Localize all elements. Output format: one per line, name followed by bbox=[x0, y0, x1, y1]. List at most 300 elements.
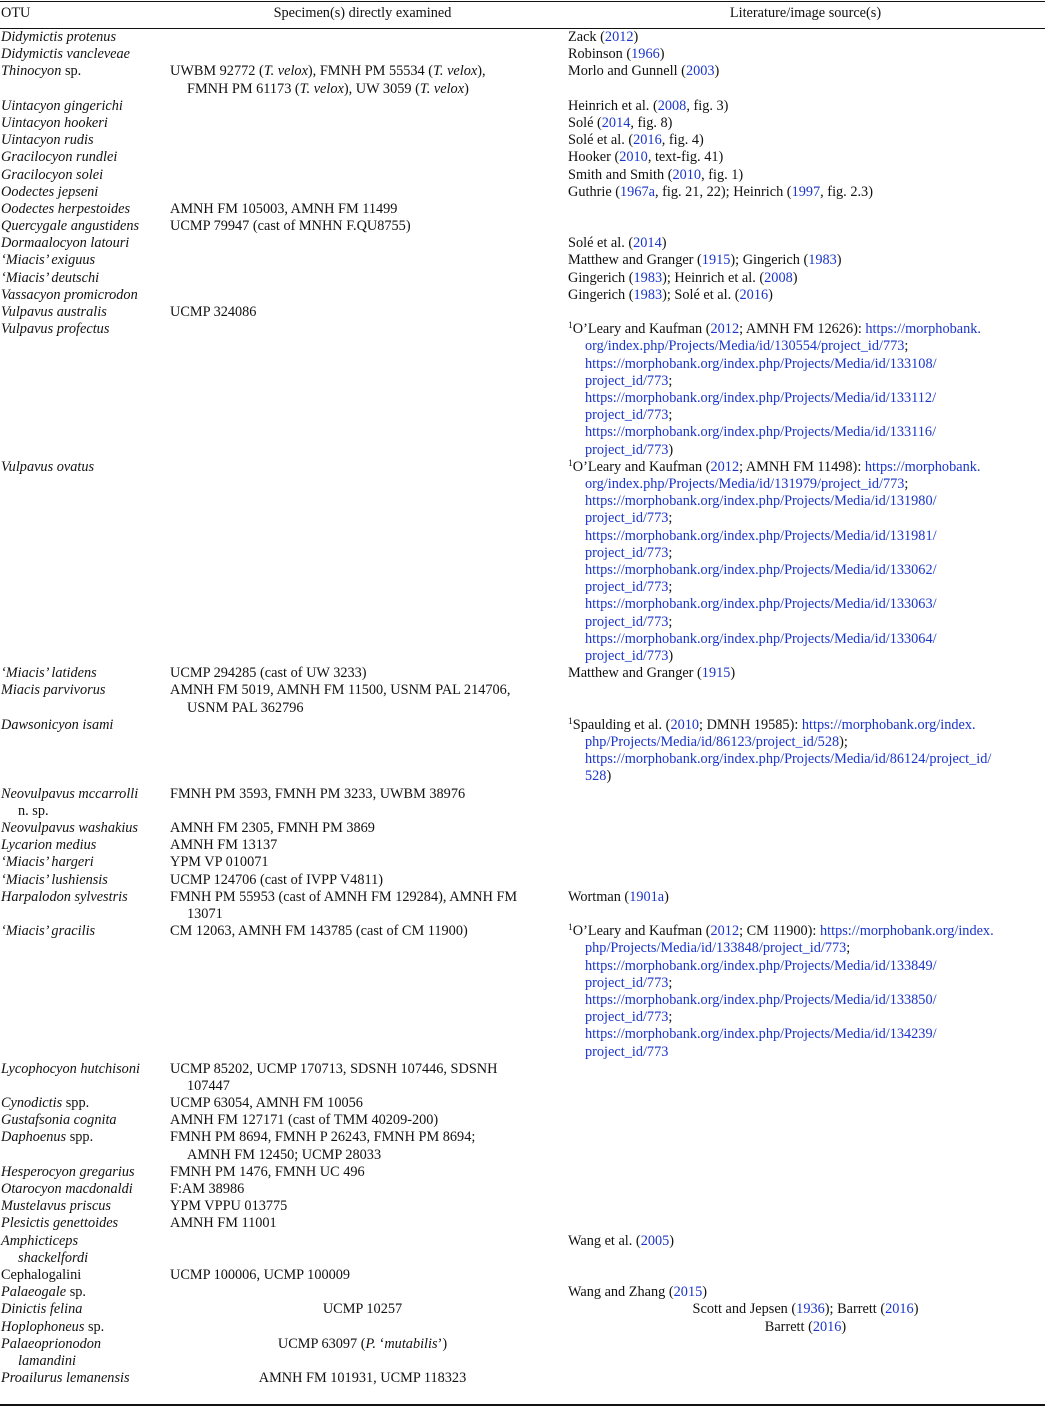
cell-line bbox=[568, 442, 1045, 459]
cell-line bbox=[170, 700, 562, 717]
otu-name bbox=[1, 1233, 169, 1267]
cell-line bbox=[568, 958, 1045, 975]
literature-cell bbox=[568, 115, 1045, 132]
species-name: mutabilis bbox=[384, 1335, 438, 1352]
cell-line bbox=[568, 510, 1045, 527]
otu-line: ‘Miacis’ hargeri bbox=[1, 854, 94, 871]
reference-link[interactable]: project_id/773 bbox=[585, 441, 669, 458]
otu-name bbox=[1, 321, 169, 338]
cell-line bbox=[170, 1095, 562, 1112]
reference-link[interactable]: 2003 bbox=[685, 63, 715, 80]
rank-part: sp. bbox=[69, 1284, 86, 1301]
otu-name bbox=[1, 1336, 169, 1370]
reference-link[interactable]: https://morphobank.org/index.php/Projects/Media/id/131980/ bbox=[585, 493, 937, 510]
table-row bbox=[0, 252, 1045, 269]
literature-cell bbox=[568, 1284, 1045, 1301]
otu-name bbox=[1, 149, 169, 166]
otu-line: Gracilocyon rundlei bbox=[1, 149, 118, 166]
literature-cell bbox=[568, 235, 1045, 252]
reference-link[interactable]: 2008 bbox=[657, 97, 687, 114]
specimens-cell bbox=[170, 682, 562, 716]
text-run: ) bbox=[661, 235, 667, 252]
cell-line bbox=[568, 424, 1045, 441]
text-run: ; bbox=[668, 579, 673, 596]
specimens-cell bbox=[170, 837, 562, 854]
table-row bbox=[0, 872, 1045, 889]
reference-link[interactable]: 2010 bbox=[670, 716, 700, 733]
genus-part: Daphoenus bbox=[1, 1129, 70, 1146]
reference-link[interactable]: https://morphobank.org/index.php/Projects/Media/id/86124/project_id/ bbox=[585, 751, 992, 768]
table-row bbox=[0, 820, 1045, 837]
otu-name bbox=[1, 682, 169, 699]
genus-part: Hoplophoneus bbox=[1, 1318, 88, 1335]
cell-line bbox=[170, 820, 562, 837]
table-row bbox=[0, 717, 1045, 786]
cell-line bbox=[568, 923, 1045, 940]
literature-cell bbox=[568, 46, 1045, 63]
reference-link[interactable]: org/index.php/Projects/Media/id/131979/project_id/773 bbox=[585, 476, 905, 492]
otu-name bbox=[1, 854, 169, 871]
bottom-rule bbox=[0, 1404, 1045, 1406]
reference-link[interactable]: https://morphobank.org/index.php/Projects/Media/id/133850/ bbox=[585, 991, 937, 1008]
reference-link[interactable]: 2016 bbox=[633, 132, 662, 149]
text-run: , fig. 4) bbox=[661, 132, 704, 149]
otu-line: Oodectes jepseni bbox=[1, 183, 99, 200]
specimens-cell bbox=[170, 1267, 562, 1284]
otu-name bbox=[1, 1267, 169, 1284]
specimens-cell bbox=[170, 1164, 562, 1181]
reference-link[interactable]: project_id/773 bbox=[585, 372, 669, 389]
reference-link[interactable]: https://morphobank.org/index. bbox=[819, 923, 994, 940]
text-run: UCMP 63054, AMNH FM 10056 bbox=[170, 1095, 363, 1112]
literature-cell bbox=[568, 167, 1045, 184]
table-row bbox=[0, 132, 1045, 149]
text-run: Wortman ( bbox=[568, 888, 630, 905]
cell-line bbox=[170, 1301, 555, 1318]
reference-link[interactable]: 2016 bbox=[885, 1301, 914, 1318]
cell-line bbox=[568, 1233, 1045, 1250]
reference-link[interactable]: 1997 bbox=[791, 183, 821, 200]
cell-line bbox=[568, 648, 1045, 665]
otu-name bbox=[1, 1284, 169, 1301]
cell-line bbox=[568, 321, 1045, 338]
table-row bbox=[0, 149, 1045, 166]
otu-name bbox=[1, 1215, 169, 1232]
cell-line bbox=[568, 252, 1045, 269]
table-row bbox=[0, 1301, 1045, 1318]
text-run: ; bbox=[668, 407, 673, 424]
otu-line bbox=[1, 1129, 169, 1146]
footnote-marker: 1 bbox=[568, 321, 573, 332]
otu-name bbox=[1, 115, 169, 132]
reference-link[interactable]: 2008 bbox=[764, 269, 793, 286]
otu-line: Uintacyon rudis bbox=[1, 132, 94, 149]
text-run: 13071 bbox=[187, 905, 223, 922]
specimens-cell bbox=[170, 1181, 562, 1198]
cell-line bbox=[568, 717, 1045, 734]
cell-line bbox=[170, 1112, 562, 1129]
text-run: Smith and Smith ( bbox=[568, 166, 673, 183]
cell-line bbox=[170, 1147, 562, 1164]
reference-link[interactable]: 2012 bbox=[604, 29, 634, 45]
table-row bbox=[0, 287, 1045, 304]
text-run: ) bbox=[668, 441, 674, 458]
cell-line bbox=[568, 184, 1045, 201]
otu-line: Otarocyon macdonaldi bbox=[1, 1181, 133, 1198]
reference-link[interactable]: 2016 bbox=[812, 1318, 842, 1335]
specimens-cell bbox=[170, 1370, 555, 1387]
reference-link[interactable]: 1983 bbox=[633, 286, 663, 303]
text-run: Robinson ( bbox=[568, 46, 632, 63]
reference-link[interactable]: 1983 bbox=[633, 269, 663, 286]
text-run: ; bbox=[668, 372, 673, 389]
cell-line bbox=[170, 854, 562, 871]
reference-link[interactable]: https://morphobank.org/index.php/Projects/Media/id/133112/ bbox=[585, 390, 937, 407]
table-row bbox=[0, 1198, 1045, 1215]
text-run: Heinrich et al. ( bbox=[568, 97, 658, 114]
text-run: UCMP 294285 (cast of UW 3233) bbox=[170, 665, 367, 682]
otu-line: Uintacyon gingerichi bbox=[1, 97, 123, 114]
footnote-marker: 1 bbox=[568, 458, 573, 469]
cell-line bbox=[170, 1164, 562, 1181]
table-row bbox=[0, 459, 1045, 665]
otu-line: Neovulpavus washakius bbox=[1, 819, 139, 836]
reference-link[interactable]: project_id/773 bbox=[585, 407, 669, 424]
reference-link[interactable]: 1983 bbox=[808, 252, 837, 269]
cell-line bbox=[170, 63, 562, 80]
header-specimens: Specimen(s) directly examined bbox=[273, 5, 452, 21]
otu-name bbox=[1, 252, 169, 269]
cell-line bbox=[568, 1284, 1045, 1301]
reference-link[interactable]: 2016 bbox=[739, 286, 769, 303]
text-run: AMNH FM 101931, UCMP 118323 bbox=[258, 1370, 467, 1387]
cell-line bbox=[170, 786, 562, 803]
otu-name bbox=[1, 1319, 169, 1336]
otu-line: Harpalodon sylvestris bbox=[1, 888, 128, 905]
table-row bbox=[0, 1164, 1045, 1181]
reference-link[interactable]: 2012 bbox=[710, 321, 740, 338]
cell-line bbox=[568, 631, 1045, 648]
reference-link[interactable]: 2005 bbox=[640, 1232, 670, 1249]
cell-line bbox=[170, 1181, 562, 1198]
table-row bbox=[0, 1284, 1045, 1301]
cell-line bbox=[568, 476, 1045, 493]
text-run: ) bbox=[768, 286, 773, 303]
text-run: Solé ( bbox=[568, 114, 602, 131]
cell-line bbox=[568, 63, 1045, 80]
text-run: UWBM 92772 ( bbox=[170, 63, 264, 80]
text-run: ) bbox=[714, 63, 720, 80]
cell-line bbox=[568, 889, 1045, 906]
reference-link[interactable]: 1915 bbox=[701, 252, 731, 269]
otu-name bbox=[1, 201, 169, 218]
literature-cell bbox=[568, 459, 1045, 665]
text-run: AMNH FM 2305, FMNH PM 3869 bbox=[170, 819, 375, 836]
otu-name bbox=[1, 29, 169, 46]
reference-link[interactable]: https://morphobank.org/index. bbox=[801, 716, 976, 733]
specimens-cell bbox=[170, 872, 562, 889]
text-run: ); Gingerich ( bbox=[730, 252, 809, 269]
cell-line bbox=[568, 149, 1045, 166]
specimens-cell bbox=[170, 665, 562, 682]
text-run: Solé et al. ( bbox=[568, 132, 634, 149]
text-run: ) bbox=[633, 29, 639, 45]
specimens-cell bbox=[170, 1129, 562, 1163]
text-run: ; bbox=[668, 974, 673, 991]
reference-link[interactable]: project_id/773 bbox=[585, 974, 669, 991]
text-run: ; bbox=[668, 544, 673, 561]
footnote-marker: 1 bbox=[568, 716, 573, 727]
table-row bbox=[0, 270, 1045, 287]
otu-line bbox=[1, 1284, 169, 1301]
otu-line: Vulpavus ovatus bbox=[1, 458, 95, 475]
text-run: Morlo and Gunnell ( bbox=[568, 63, 686, 80]
literature-cell bbox=[566, 1319, 1045, 1336]
text-run: Matthew and Granger ( bbox=[568, 665, 702, 682]
reference-link[interactable]: project_id/773 bbox=[585, 648, 669, 665]
literature-cell bbox=[568, 1233, 1045, 1250]
text-run: AMNH FM 5019, AMNH FM 11500, USNM PAL 214706, bbox=[170, 682, 511, 699]
table-row bbox=[0, 218, 1045, 235]
literature-cell bbox=[568, 149, 1045, 166]
table-row bbox=[0, 682, 1045, 716]
specimens-cell bbox=[170, 889, 562, 923]
text-run: FMNH PM 1476, FMNH UC 496 bbox=[170, 1163, 365, 1180]
cell-line bbox=[568, 46, 1045, 63]
otu-line: Cephalogalini bbox=[1, 1266, 82, 1283]
text-run: Solé et al. ( bbox=[568, 235, 634, 252]
reference-link[interactable]: org/index.php/Projects/Media/id/130554/project_id/773 bbox=[585, 338, 905, 355]
literature-cell bbox=[568, 252, 1045, 269]
reference-link[interactable]: project_id/773 bbox=[585, 1043, 669, 1060]
text-run: Gingerich ( bbox=[568, 286, 634, 303]
reference-link[interactable]: https://morphobank.org/index.php/Projects/Media/id/133064/ bbox=[585, 630, 937, 647]
species-name: T. velox bbox=[263, 63, 308, 80]
reference-link[interactable]: 1967a bbox=[620, 183, 655, 200]
reference-link[interactable]: php/Projects/Media/id/133848/project_id/773 bbox=[585, 940, 847, 957]
specimens-cell bbox=[170, 1336, 555, 1353]
reference-link[interactable]: 2014 bbox=[633, 235, 662, 252]
text-run: YPM VPPU 013775 bbox=[170, 1198, 288, 1215]
otu-line: Dinictis felina bbox=[1, 1301, 83, 1318]
table-row bbox=[0, 321, 1045, 459]
otu-line: Oodectes herpestoides bbox=[1, 200, 131, 217]
reference-link[interactable]: project_id/773 bbox=[585, 1009, 669, 1026]
cell-line bbox=[568, 1026, 1045, 1043]
otu-name bbox=[1, 717, 169, 734]
literature-cell bbox=[568, 270, 1045, 287]
rank-part: sp. bbox=[87, 1318, 105, 1335]
reference-link[interactable]: 2014 bbox=[601, 114, 631, 131]
otu-line: ‘Miacis’ exiguus bbox=[1, 252, 96, 269]
table-row bbox=[0, 1061, 1045, 1095]
otu-name bbox=[1, 1095, 169, 1112]
otu-name bbox=[1, 1164, 169, 1181]
specimens-cell bbox=[170, 201, 562, 218]
literature-cell bbox=[568, 184, 1045, 201]
reference-link[interactable]: project_id/773 bbox=[585, 613, 669, 630]
otu-name bbox=[1, 786, 169, 820]
text-run: UCMP 10257 bbox=[322, 1301, 403, 1318]
text-run: FMNH PM 61173 ( bbox=[187, 80, 300, 97]
cell-line bbox=[568, 132, 1045, 149]
literature-cell bbox=[568, 287, 1045, 304]
otu-name bbox=[1, 98, 169, 115]
otu-line: Didymictis vancleveae bbox=[1, 46, 131, 63]
reference-link[interactable]: 2010 bbox=[672, 166, 702, 183]
otu-name bbox=[1, 235, 169, 252]
header-literature: Literature/image source(s) bbox=[729, 5, 882, 21]
otu-name bbox=[1, 1112, 169, 1129]
text-run: ) bbox=[836, 252, 842, 269]
otu-line: Gustafsonia cognita bbox=[1, 1112, 117, 1129]
otu-name bbox=[1, 304, 169, 321]
otu-name bbox=[1, 872, 169, 889]
reference-link[interactable]: 2012 bbox=[710, 458, 740, 475]
species-name: T. velox bbox=[299, 80, 344, 97]
table-row bbox=[0, 1233, 1045, 1267]
cell-line bbox=[170, 1215, 562, 1232]
text-run: O’Leary and Kaufman ( bbox=[572, 923, 711, 940]
cell-line bbox=[170, 81, 562, 98]
species-name: T. velox bbox=[433, 63, 478, 80]
otu-name bbox=[1, 889, 169, 906]
table-row bbox=[0, 1267, 1045, 1284]
reference-link[interactable]: 1915 bbox=[701, 665, 731, 682]
otu-line: Neovulpavus mccarrolli bbox=[1, 785, 139, 802]
reference-link[interactable]: 1966 bbox=[631, 46, 660, 63]
text-run: ; AMNH FM 11498): bbox=[739, 458, 865, 475]
cell-line bbox=[170, 1370, 555, 1387]
specimens-cell bbox=[170, 923, 562, 940]
reference-link[interactable]: https://morphobank. bbox=[864, 458, 981, 475]
cell-line bbox=[568, 768, 1045, 785]
otu-line: Mustelavus priscus bbox=[1, 1198, 111, 1215]
text-run: ‘ bbox=[376, 1335, 385, 1352]
reference-link[interactable]: 2012 bbox=[710, 923, 740, 940]
text-run: CM 12063, AMNH FM 143785 (cast of CM 11900) bbox=[170, 923, 468, 940]
literature-cell bbox=[568, 717, 1045, 786]
text-run: Guthrie ( bbox=[568, 183, 621, 200]
cell-line bbox=[568, 596, 1045, 613]
specimens-cell bbox=[170, 304, 562, 321]
cell-line bbox=[170, 1267, 562, 1284]
otu-line: ‘Miacis’ latidens bbox=[1, 665, 97, 682]
cell-line bbox=[568, 98, 1045, 115]
cell-line bbox=[568, 1009, 1045, 1026]
text-run: AMNH FM 12450; UCMP 28033 bbox=[187, 1146, 382, 1163]
text-run: ) bbox=[669, 1232, 675, 1249]
text-run: UCMP 100006, UCMP 100009 bbox=[170, 1266, 351, 1283]
top-rule bbox=[0, 1, 1045, 2]
otu-name bbox=[1, 820, 169, 837]
reference-link[interactable]: 1901a bbox=[629, 888, 665, 905]
text-run: Hooker ( bbox=[568, 149, 620, 166]
literature-cell bbox=[568, 132, 1045, 149]
cell-line bbox=[568, 493, 1045, 510]
reference-link[interactable]: 2015 bbox=[673, 1284, 703, 1301]
reference-link[interactable]: 528 bbox=[585, 768, 607, 785]
text-run: ), FMNH PM 55534 ( bbox=[307, 63, 434, 80]
genus-part: Palaeogale bbox=[1, 1284, 70, 1301]
otu-line: ‘Miacis’ lushiensis bbox=[1, 871, 108, 888]
reference-link[interactable]: https://morphobank. bbox=[865, 321, 981, 338]
otu-line: Plesictis genettoides bbox=[1, 1215, 119, 1232]
cell-line bbox=[568, 115, 1045, 132]
otu-line: Didymictis protenus bbox=[1, 29, 117, 45]
otu-name bbox=[1, 270, 169, 287]
text-run: 107447 bbox=[187, 1077, 230, 1094]
reference-link[interactable]: php/Projects/Media/id/86123/project_id/528 bbox=[585, 733, 840, 750]
reference-link[interactable]: 2010 bbox=[619, 149, 648, 166]
cell-line bbox=[568, 528, 1045, 545]
reference-link[interactable]: https://morphobank.org/index.php/Projects/Media/id/133116/ bbox=[585, 424, 937, 441]
reference-link[interactable]: https://morphobank.org/index.php/Projects/Media/id/133108/ bbox=[585, 355, 937, 372]
cell-line bbox=[568, 235, 1045, 252]
cell-line bbox=[170, 906, 562, 923]
cell-line bbox=[170, 201, 562, 218]
text-run: ; bbox=[904, 476, 909, 492]
reference-link[interactable]: project_id/773 bbox=[585, 544, 669, 561]
table-row bbox=[0, 46, 1045, 63]
reference-link[interactable]: https://morphobank.org/index.php/Projects/Media/id/133063/ bbox=[585, 596, 937, 613]
text-run: , fig. 8) bbox=[630, 114, 673, 131]
literature-cell bbox=[568, 29, 1045, 46]
text-run: ); Solé et al. ( bbox=[662, 286, 740, 303]
specimens-cell bbox=[170, 1301, 555, 1318]
cell-line bbox=[568, 29, 1045, 46]
literature-cell bbox=[568, 63, 1045, 80]
reference-link[interactable]: https://morphobank.org/index.php/Projects/Media/id/133062/ bbox=[585, 562, 937, 579]
otu-name bbox=[1, 218, 169, 235]
otu-line: Uintacyon hookeri bbox=[1, 114, 108, 131]
reference-link[interactable]: project_id/773 bbox=[585, 579, 669, 596]
otu-line bbox=[1, 63, 169, 80]
table-row bbox=[0, 184, 1045, 201]
cell-line bbox=[568, 373, 1045, 390]
cell-line bbox=[568, 270, 1045, 287]
cell-line bbox=[566, 1301, 1045, 1318]
otu-line: Vassacyon promicrodon bbox=[1, 286, 138, 303]
cell-line bbox=[568, 338, 1045, 355]
otu-line: Gracilocyon solei bbox=[1, 166, 104, 183]
otu-name bbox=[1, 1129, 169, 1146]
otu-line: Quercygale angustidens bbox=[1, 218, 140, 235]
specimens-cell bbox=[170, 1095, 562, 1112]
text-run: AMNH FM 11001 bbox=[170, 1215, 277, 1232]
specimens-cell bbox=[170, 1061, 562, 1095]
cell-line bbox=[568, 390, 1045, 407]
reference-link[interactable]: 1936 bbox=[796, 1301, 825, 1318]
text-run: ’) bbox=[437, 1335, 448, 1352]
text-run: ) bbox=[730, 665, 736, 682]
text-run: ) bbox=[841, 1318, 847, 1335]
table-row bbox=[0, 665, 1045, 682]
rank-part: spp. bbox=[69, 1129, 94, 1146]
table-row bbox=[0, 63, 1045, 97]
otu-line: Palaeoprionodon bbox=[1, 1335, 102, 1352]
specimens-cell bbox=[170, 1198, 562, 1215]
table-row bbox=[0, 1319, 1045, 1336]
table-row bbox=[0, 167, 1045, 184]
reference-link[interactable]: project_id/773 bbox=[585, 510, 669, 527]
text-run: Spaulding et al. ( bbox=[572, 716, 671, 733]
reference-link[interactable]: https://morphobank.org/index.php/Projects/Media/id/133849/ bbox=[585, 957, 937, 974]
text-run: UCMP 324086 bbox=[170, 304, 257, 321]
reference-link[interactable]: https://morphobank.org/index.php/Projects/Media/id/134239/ bbox=[585, 1026, 937, 1043]
table-row bbox=[0, 1370, 1045, 1387]
reference-link[interactable]: https://morphobank.org/index.php/Projects/Media/id/131981/ bbox=[585, 527, 937, 544]
